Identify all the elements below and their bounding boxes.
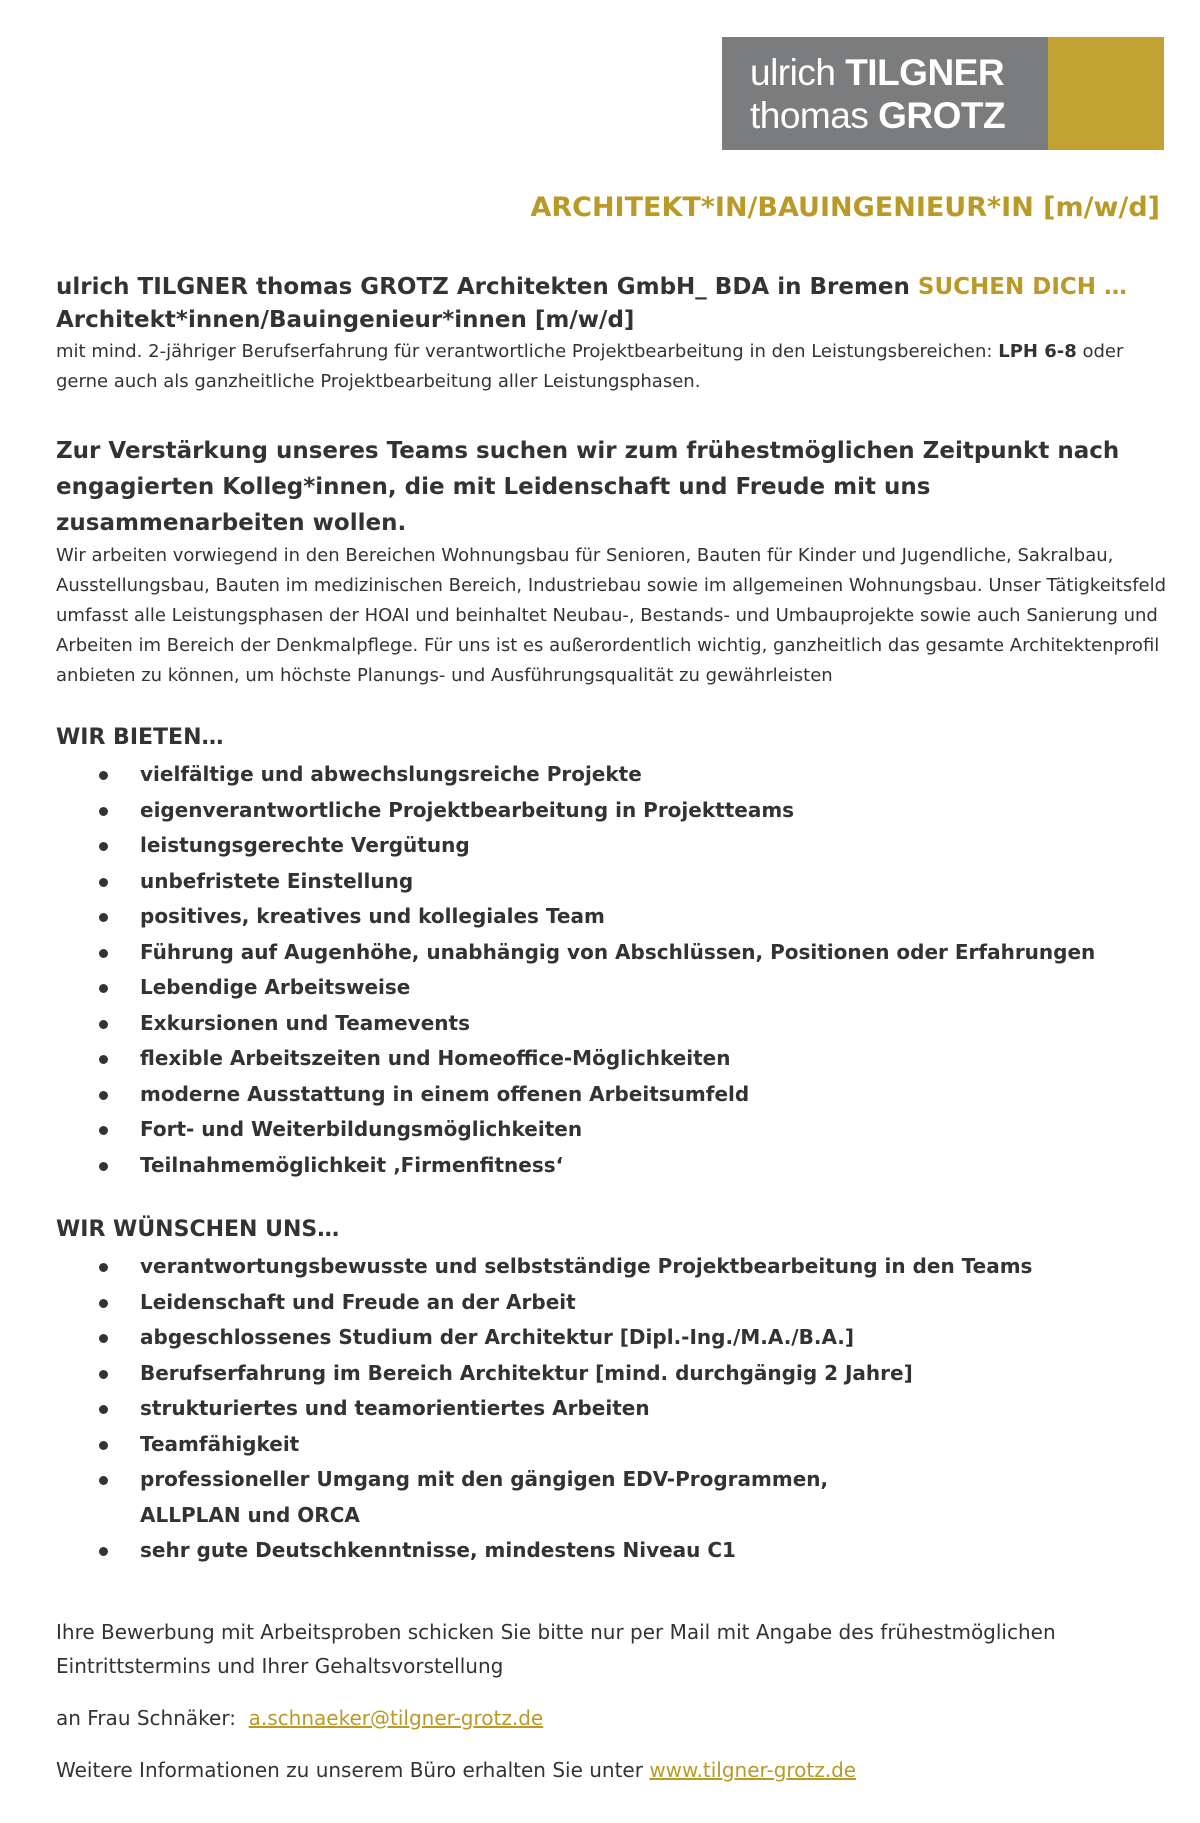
bullet-icon [99,1370,108,1379]
wish-item: strukturiertes und teamorientiertes Arbeiten [56,1391,1176,1427]
bullet-icon [99,1299,108,1308]
bullet-icon [99,1091,108,1100]
wish-item: professioneller Umgang mit den gängigen EDV-Programmen, ALLPLAN und ORCA [56,1462,1176,1533]
more-info-text: Weitere Informationen zu unserem Büro erhalten Sie unter [56,1757,643,1782]
offer-list [56,757,1176,1183]
logo-gold-block [1048,37,1164,150]
bullet-icon [99,807,108,816]
bullet-icon [99,771,108,780]
offer-item: Fort- und Weiterbildungsmöglichkeiten [56,1112,1176,1148]
offer-item: Exkursionen und Teamevents [56,1006,1176,1042]
offer-item: positives, kreatives und kollegiales Team [56,899,1176,935]
bullet-icon [99,984,108,993]
bullet-icon [99,878,108,887]
job-title: ARCHITEKT*IN/BAUINGENIEUR*IN [m/w/d] [530,192,1160,223]
bullet-icon [99,1405,108,1414]
wish-list [56,1249,1176,1569]
contact-label: an Frau Schnäker: [56,1705,236,1730]
posting-content [56,271,1176,1787]
bullet-icon [99,1263,108,1272]
offer-item: Führung auf Augenhöhe, unabhängig von Abschlüssen, Positionen oder Erfahrungen [56,935,1176,971]
bullet-icon [99,1055,108,1064]
bullet-icon [99,949,108,958]
logo-gray-block [722,37,1048,150]
wish-item: Leidenschaft und Freude an der Arbeit [56,1285,1176,1321]
wish-item: Berufserfahrung im Bereich Architektur [mind. durchgängig 2 Jahre] [56,1356,1176,1392]
bullet-icon [99,1547,108,1556]
application-instructions: Ihre Bewerbung mit Arbeitsproben schicken Sie bitte nur per Mail mit Angabe des frühestmöglichen Eintrittstermins und Ihrer Gehaltsvorstellung [56,1619,1056,1678]
bullet-icon [99,1020,108,1029]
offer-item: vielfältige und abwechslungsreiche Projekte [56,757,1176,793]
bullet-icon [99,1162,108,1171]
team-heading: Zur Verstärkung unseres Teams suchen wir zum frühestmöglichen Zeitpunkt nach engagierten Kolleg*innen, die mit Leidenschaft und Freude mit uns zusammenarbeiten wollen. [56,438,1120,536]
team-description: Wir arbeiten vorwiegend in den Bereichen Wohnungsbau für Senioren, Bauten für Kinder und Jugendliche, Sakralbau, Ausstellungsbau, Bauten im medizinischen Bereich, Industriebau sowie im allgemeinen Wohnungsbau. Unser Tätigkeitsfeld umfasst alle Leistungsphasen der HOAI und beinhaltet Neubau-, Bestands- und Umbauprojekte sowie auch Sanierung und Arbeiten im Bereich der Denkmalpflege. Für uns ist es außerordentlich wichtig, ganzheitlich das gesamte Architektenprofil anbieten zu können, um höchste Planungs- und Ausführungsqualität zu gewährleisten [56,545,1167,686]
offer-item: Teilnahmemöglichkeit ‚Firmenfitness‘ [56,1148,1176,1184]
company-name: ulrich TILGNER thomas GROTZ Architekten GmbH_ BDA in Bremen [56,274,910,300]
wish-item: sehr gute Deutschkenntnisse, mindestens Niveau C1 [56,1533,1176,1569]
bullet-icon [99,913,108,922]
logo-line-2: thomas GROTZ [750,95,1006,136]
offer-item: Lebendige Arbeitsweise [56,970,1176,1006]
offer-item: leistungsgerechte Vergütung [56,828,1176,864]
bullet-icon [99,1126,108,1135]
wish-item: abgeschlossenes Studium der Architektur [Dipl.-Ing./M.A./B.A.] [56,1320,1176,1356]
bullet-icon [99,842,108,851]
offer-heading: WIR BIETEN… [56,725,224,750]
lph-highlight: LPH 6-8 [998,341,1077,362]
intro-requirement: mit mind. 2-jähriger Berufserfahrung für verantwortliche Projektbearbeitung in den Leistungsbereichen: LPH 6-8 oder gerne auch als ganzheitliche Projektbearbeitung aller Leistungsphasen. [56,341,1124,392]
logo-line-1: ulrich TILGNER [750,52,1005,93]
wish-item-continuation: ALLPLAN und ORCA [140,1502,360,1527]
email-link[interactable]: a.schnaeker@tilgner-grotz.de [248,1705,544,1730]
more-info-line [56,1753,1176,1787]
wish-heading: WIR WÜNSCHEN UNS… [56,1217,340,1242]
offer-item: moderne Ausstattung in einem offenen Arbeitsumfeld [56,1077,1176,1113]
wish-item: verantwortungsbewusste und selbstständige Projektbearbeitung in den Teams [56,1249,1176,1285]
wish-item: Teamfähigkeit [56,1427,1176,1463]
offer-item: unbefristete Einstellung [56,864,1176,900]
contact-line [56,1701,1176,1735]
search-callout: SUCHEN DICH … [917,274,1128,300]
intro-role: Architekt*innen/Bauingenieur*innen [m/w/d] [56,307,635,333]
offer-item: flexible Arbeitszeiten und Homeoffice-Möglichkeiten [56,1041,1176,1077]
company-logo [722,37,1164,150]
offer-item: eigenverantwortliche Projektbearbeitung in Projektteams [56,793,1176,829]
website-link[interactable]: www.tilgner-grotz.de [649,1757,857,1782]
bullet-icon [99,1334,108,1343]
bullet-icon [99,1476,108,1485]
intro-company-line [56,271,1176,304]
bullet-icon [99,1441,108,1450]
